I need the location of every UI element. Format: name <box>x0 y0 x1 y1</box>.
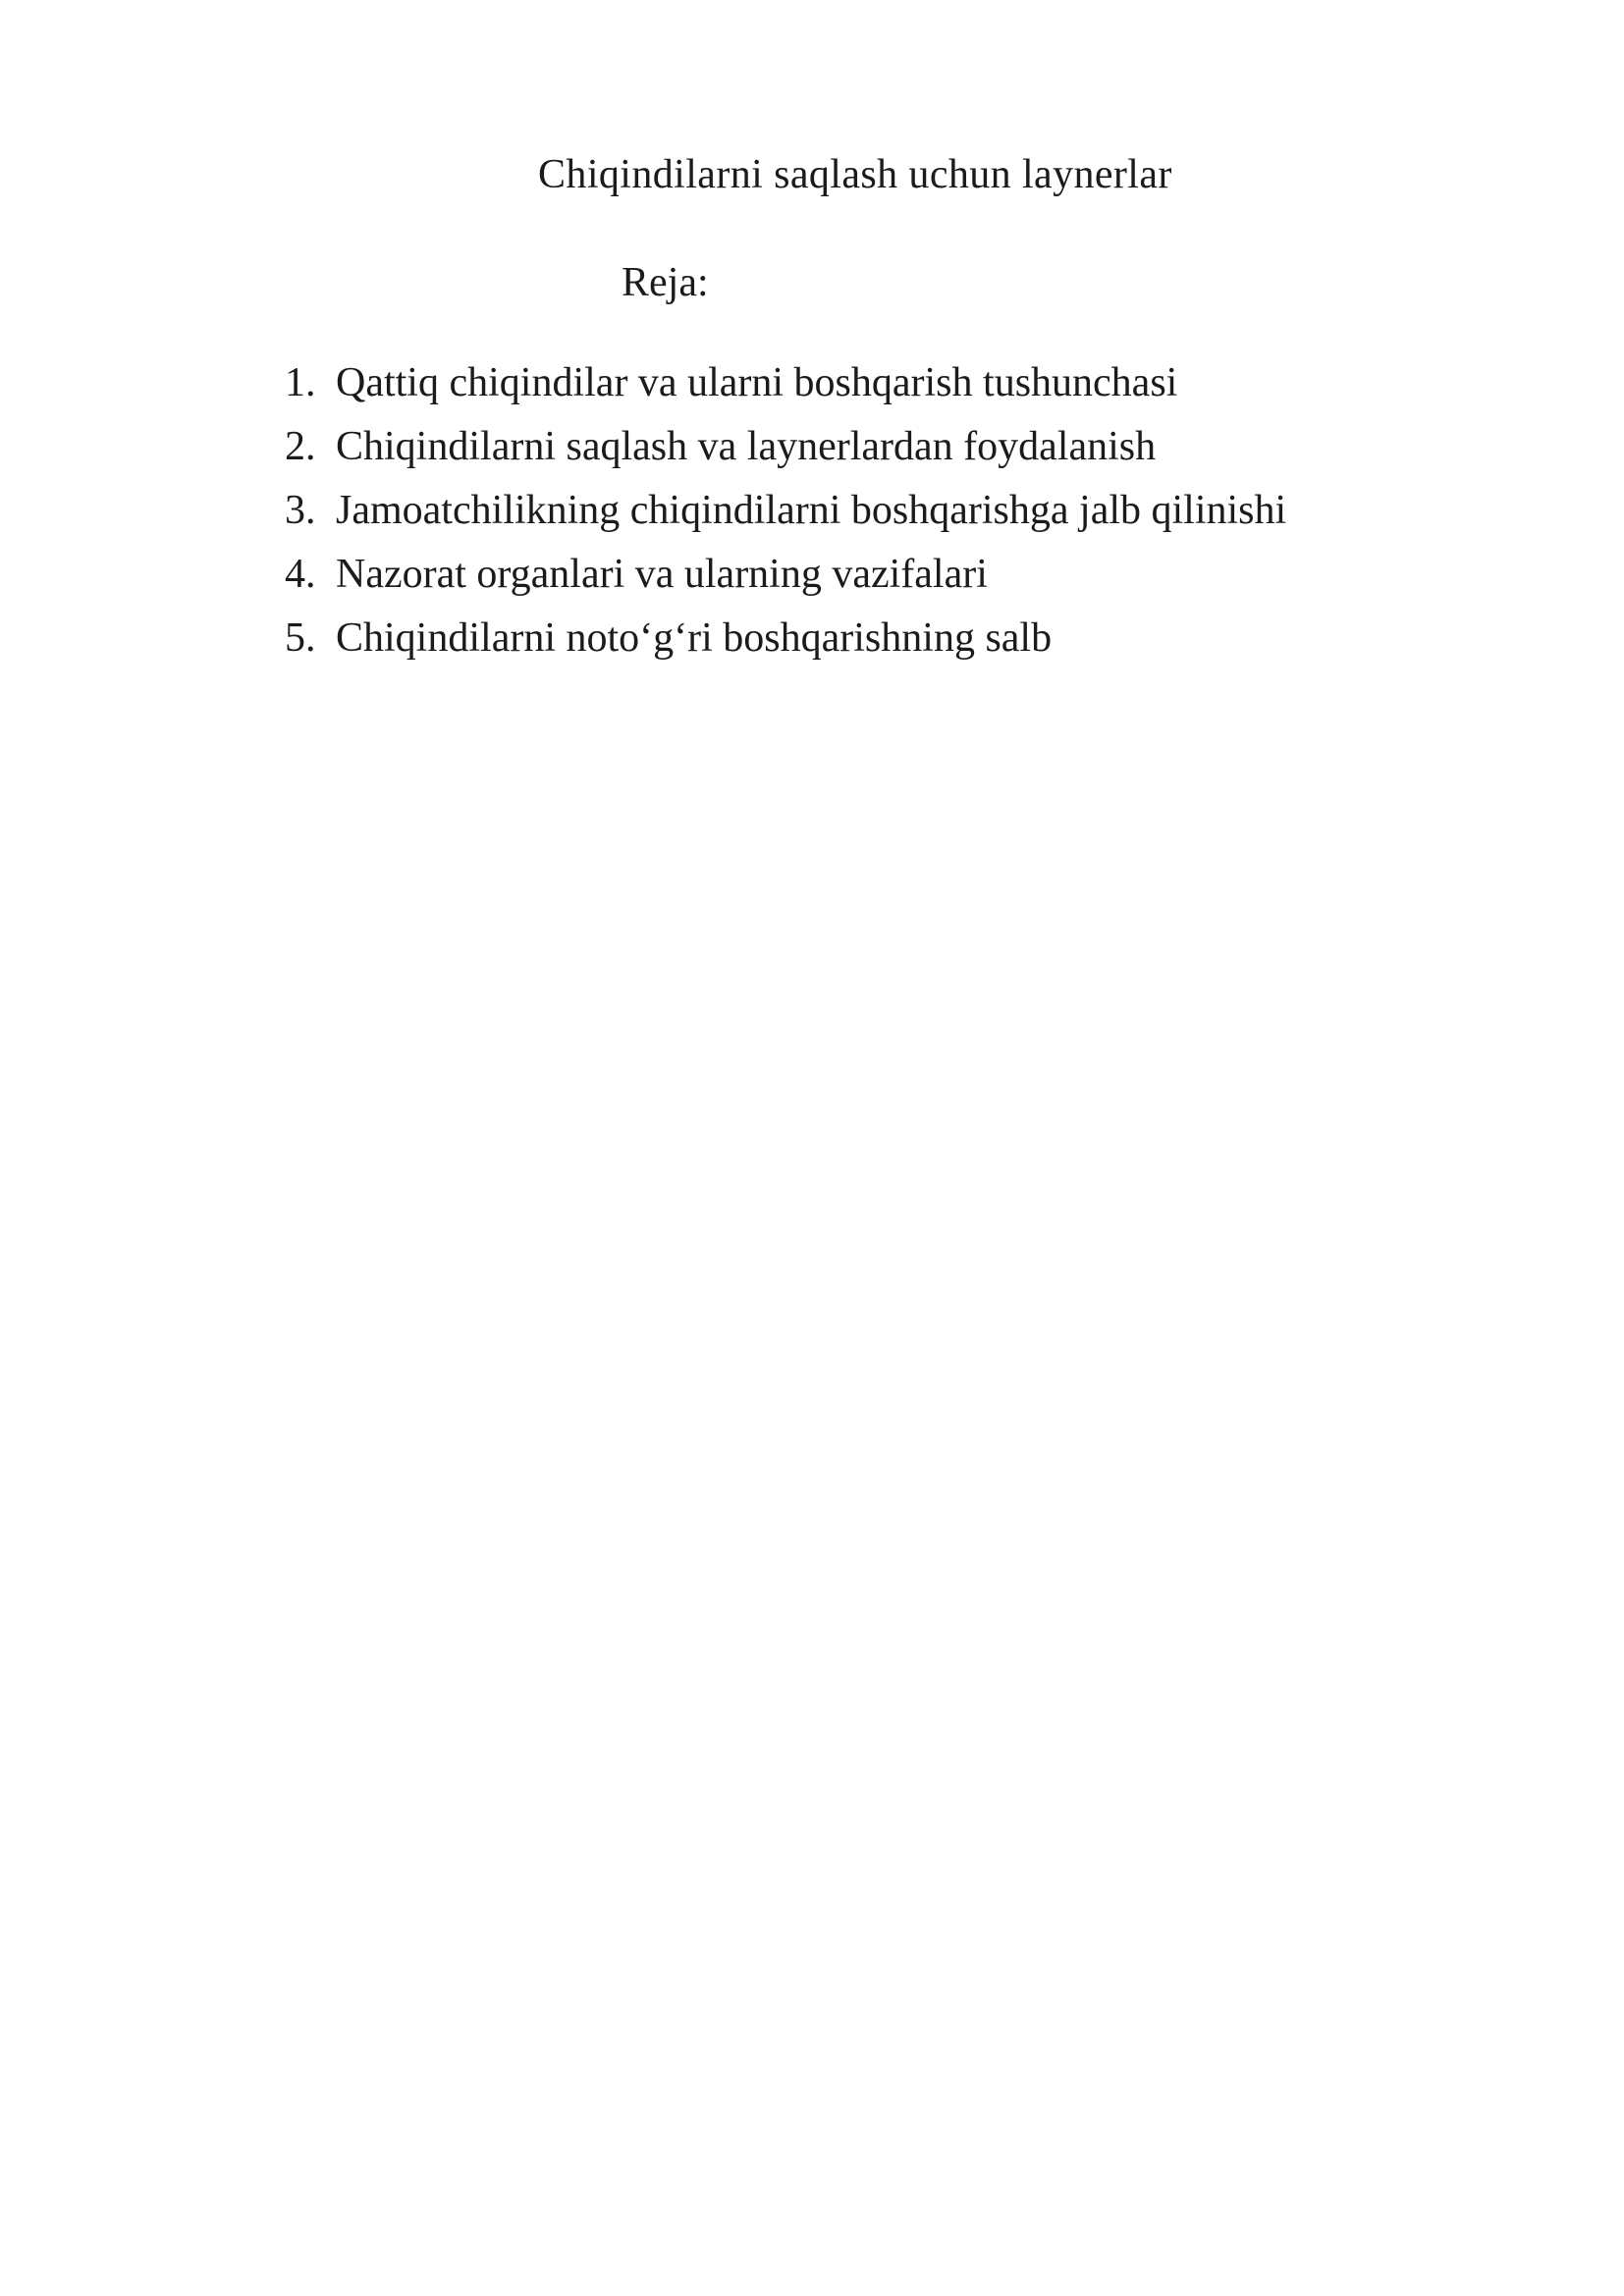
outline-list <box>285 351 1286 670</box>
item-number: 3. <box>285 488 316 533</box>
item-number: 2. <box>285 424 316 469</box>
document-title: Chiqindilarni saqlash uchun laynerlar <box>538 152 1172 197</box>
item-text: Jamoatchilikning chiqindilarni boshqarishga jalb qilinishi <box>336 488 1287 533</box>
outline-item-4 <box>285 543 1286 607</box>
outline-item-5 <box>285 607 1286 670</box>
outline-item-3 <box>285 479 1286 543</box>
outline-item-1 <box>285 351 1286 415</box>
plan-heading: Reja: <box>622 260 709 305</box>
item-number: 1. <box>285 360 316 405</box>
outline-item-2 <box>285 415 1286 479</box>
item-text: Qattiq chiqindilar va ularni boshqarish tushunchasi <box>336 360 1178 405</box>
item-text: Chiqindilarni noto‘g‘ri boshqarishning salb <box>336 615 1053 661</box>
item-text: Chiqindilarni saqlash va laynerlardan foydalanish <box>336 424 1157 469</box>
item-text: Nazorat organlari va ularning vazifalari <box>336 552 988 597</box>
item-number: 5. <box>285 615 316 661</box>
item-number: 4. <box>285 552 316 597</box>
